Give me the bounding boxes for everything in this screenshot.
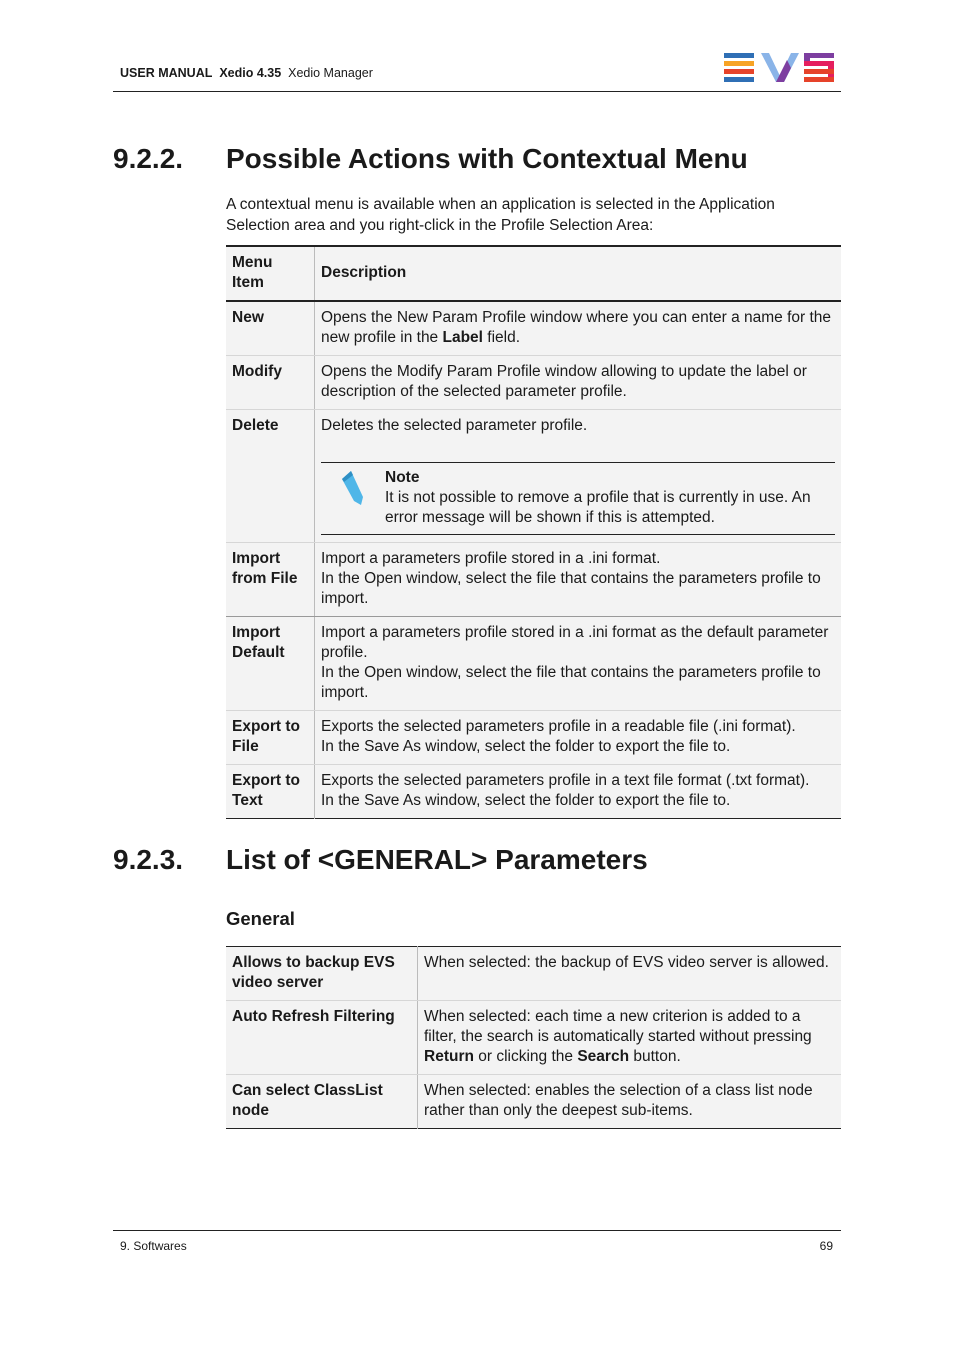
note-box bbox=[321, 462, 835, 535]
section-number: 9.2.2. bbox=[113, 143, 184, 174]
table-row bbox=[226, 356, 841, 410]
intro-paragraph: A contextual menu is available when an application is selected in the Application Selection area and you right-click in the Profile Selection Area: bbox=[226, 196, 775, 234]
menu-item-cell: Export to File bbox=[226, 711, 315, 765]
table-row bbox=[226, 765, 841, 819]
menu-item-cell: Modify bbox=[226, 356, 315, 410]
parameter-name-cell: Can select ClassList node bbox=[226, 1075, 418, 1129]
table-row bbox=[226, 410, 841, 543]
table-row bbox=[226, 543, 841, 617]
description-cell: Import a parameters profile stored in a .ini format. In the Open window, select the file that contains the parameters profile to import. bbox=[315, 543, 842, 617]
page-footer bbox=[113, 1230, 841, 1253]
menu-item-cell: New bbox=[226, 301, 315, 356]
manual-label: USER MANUAL bbox=[120, 66, 213, 80]
description-cell bbox=[315, 410, 842, 543]
section-title: Possible Actions with Contextual Menu bbox=[226, 143, 748, 174]
description-cell: Exports the selected parameters profile in a readable file (.ini format). In the Save As window, select the folder to export the file to. bbox=[315, 711, 842, 765]
parameter-description-cell: When selected: enables the selection of a class list node rather than only the deepest sub-items. bbox=[418, 1075, 842, 1129]
table-row bbox=[226, 301, 841, 356]
menu-item-cell: Import from File bbox=[226, 543, 315, 617]
section-heading-9-2-3 bbox=[113, 844, 841, 880]
parameter-name-cell: Auto Refresh Filtering bbox=[226, 1001, 418, 1075]
description-cell: Exports the selected parameters profile in a text file format (.txt format). In the Save As window, select the folder to export the file to. bbox=[315, 765, 842, 819]
menu-item-cell: Delete bbox=[226, 410, 315, 543]
table-row bbox=[226, 1001, 841, 1075]
pencil-icon bbox=[339, 469, 367, 507]
section-title: List of <GENERAL> Parameters bbox=[226, 844, 648, 875]
column-header-menu-item: Menu Item bbox=[226, 246, 315, 301]
evs-logo bbox=[724, 52, 834, 82]
general-parameters-table bbox=[226, 946, 841, 1129]
table-row bbox=[226, 947, 841, 1001]
menu-item-cell: Export to Text bbox=[226, 765, 315, 819]
column-header-description: Description bbox=[315, 246, 842, 301]
description-cell: Opens the Modify Param Profile window allowing to update the label or description of the selected parameter profile. bbox=[315, 356, 842, 410]
parameter-description-cell: When selected: the backup of EVS video server is allowed. bbox=[418, 947, 842, 1001]
table-row bbox=[226, 711, 841, 765]
menu-item-cell: Import Default bbox=[226, 617, 315, 711]
page-number: 69 bbox=[819, 1239, 833, 1253]
note-title: Note bbox=[385, 469, 420, 486]
description-text: Deletes the selected parameter profile. bbox=[321, 417, 588, 434]
note-text: It is not possible to remove a profile that is currently in use. An error message will be shown if this is attempted. bbox=[385, 489, 811, 526]
description-cell: Opens the New Param Profile window where you can enter a name for the new profile in the Label field. bbox=[315, 301, 842, 356]
section-heading-9-2-2 bbox=[113, 143, 841, 179]
product-name: Xedio 4.35 bbox=[219, 66, 282, 80]
parameter-name-cell: Allows to backup EVS video server bbox=[226, 947, 418, 1001]
description-cell: Import a parameters profile stored in a .ini format as the default parameter profile. In the Open window, select the file that contains the parameters profile to import. bbox=[315, 617, 842, 711]
header-text bbox=[120, 66, 373, 80]
module-name: Xedio Manager bbox=[288, 66, 373, 80]
page-header bbox=[113, 0, 841, 92]
footer-chapter: 9. Softwares bbox=[120, 1239, 187, 1253]
parameter-description-cell: When selected: each time a new criterion is added to a filter, the search is automatically started without pressing Return or clicking the Search button. bbox=[418, 1001, 842, 1075]
table-row bbox=[226, 1075, 841, 1129]
contextual-menu-table bbox=[226, 245, 841, 819]
table-row bbox=[226, 617, 841, 711]
subheading-general: General bbox=[226, 908, 295, 929]
section-number: 9.2.3. bbox=[113, 844, 184, 875]
